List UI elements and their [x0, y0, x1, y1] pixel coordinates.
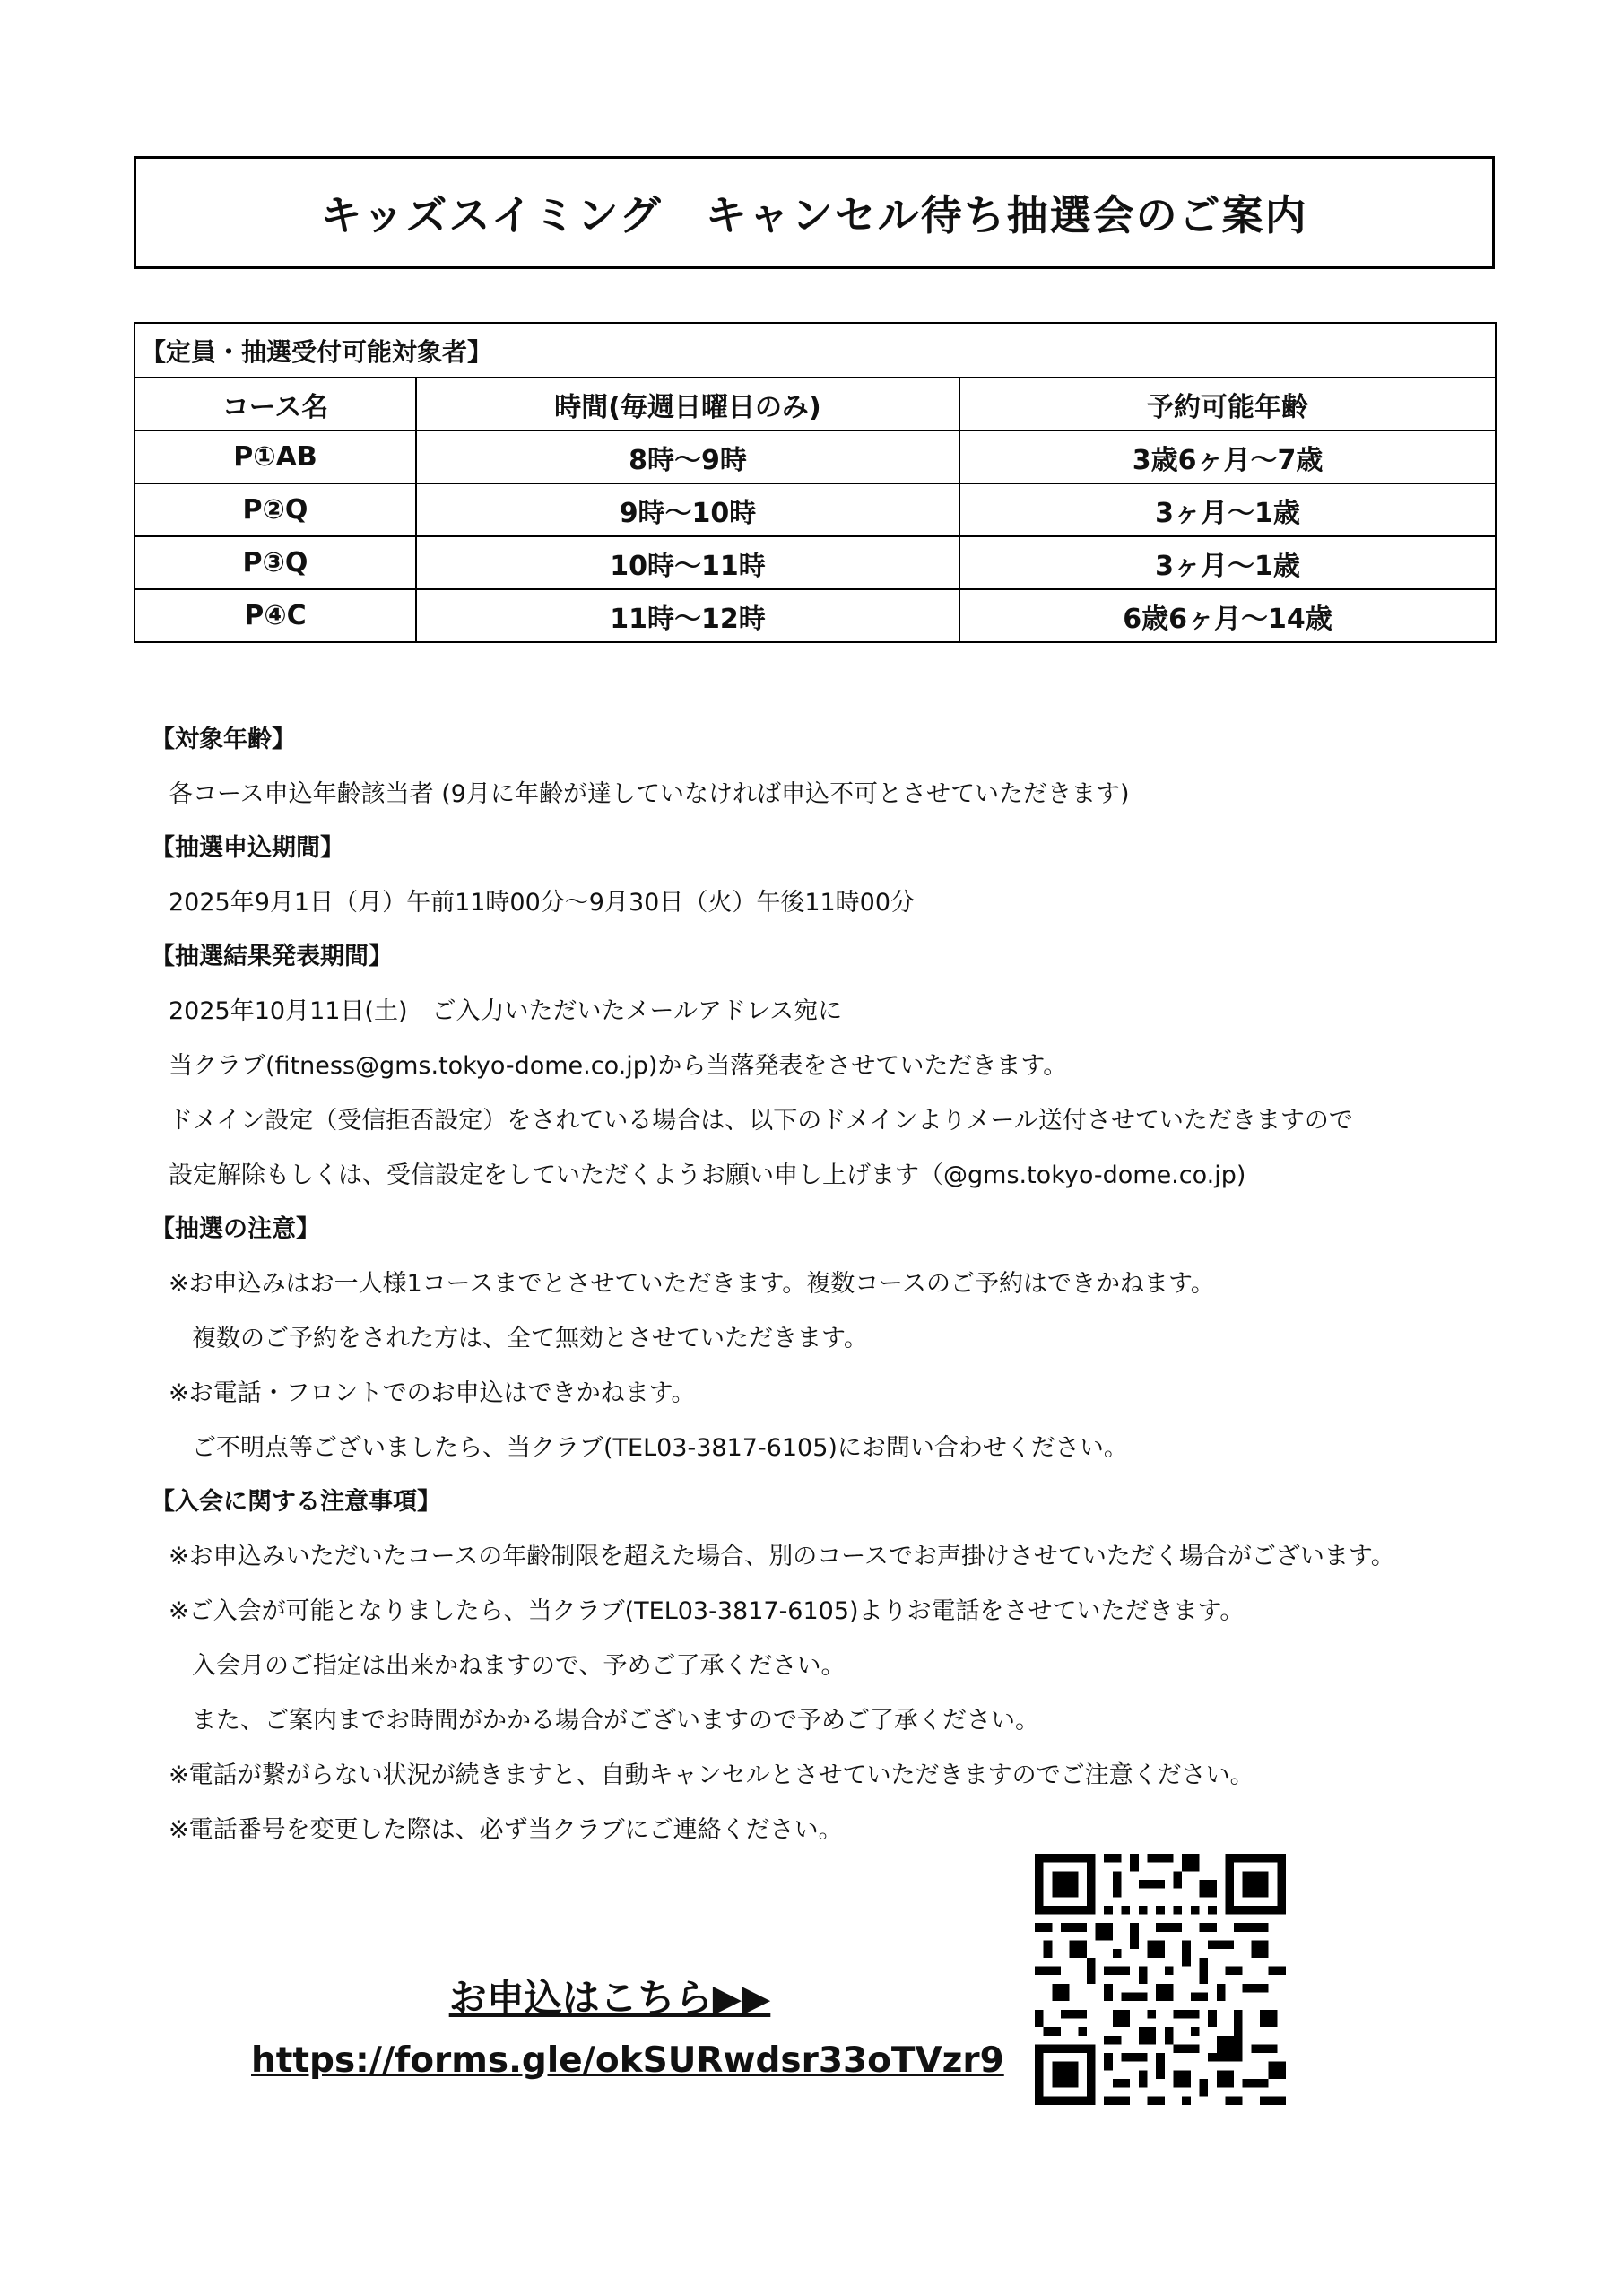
section-heading-notes: 【抽選の注意】: [151, 1215, 320, 1243]
qr-code-icon[interactable]: [1035, 1854, 1286, 2105]
course-name-cell: P②Q: [135, 483, 416, 536]
capacity-table: [134, 322, 1497, 643]
age-cell: 3ヶ月〜1歳: [959, 536, 1496, 589]
results-text: ドメイン設定（受信拒否設定）をされている場合は、以下のドメインよりメール送付させていただきますので: [169, 1107, 1353, 1135]
time-cell: 8時〜9時: [416, 430, 959, 483]
course-name-cell: P③Q: [135, 536, 416, 589]
time-cell: 10時〜11時: [416, 536, 959, 589]
table-row: [135, 483, 1496, 536]
info-sections: [143, 713, 1488, 1857]
period-text: 2025年9月1日（月）午前11時00分〜9月30日（火）午後11時00分: [169, 889, 916, 917]
membership-text: ※お申込みいただいたコースの年齢制限を超えた場合、別のコースでお声掛けさせていただく場合がございます。: [169, 1543, 1395, 1570]
age-cell: 3歳6ヶ月〜7歳: [959, 430, 1496, 483]
age-cell: 3ヶ月〜1歳: [959, 483, 1496, 536]
column-header: コース名: [135, 378, 416, 430]
results-text: 当クラブ(fitness@gms.tokyo-dome.co.jp)から当落発表をさせていただきます。: [169, 1052, 1068, 1080]
notes-text: 複数のご予約をされた方は、全て無効とさせていただきます。: [192, 1325, 868, 1352]
apply-block: [251, 1969, 1004, 2081]
table-row: [135, 536, 1496, 589]
column-header: 時間(毎週日曜日のみ): [416, 378, 959, 430]
table-row: [135, 430, 1496, 483]
age-text: 各コース申込年齢該当者 (9月に年齢が達していなければ申込不可とさせていただきます): [169, 780, 1130, 808]
apply-form-link[interactable]: https://forms.gle/okSURwdsr33oTVzr9: [251, 2040, 1004, 2081]
notes-text: ご不明点等ございましたら、当クラブ(TEL03-3817-6105)にお問い合わせください。: [192, 1434, 1128, 1462]
section-heading-membership: 【入会に関する注意事項】: [151, 1488, 441, 1516]
table-caption-row: [135, 323, 1496, 378]
membership-text: ※電話番号を変更した際は、必ず当クラブにご連絡ください。: [169, 1816, 843, 1844]
table-caption: 【定員・抽選受付可能対象者】: [135, 323, 1496, 378]
membership-text: 入会月のご指定は出来かねますので、予めご了承ください。: [192, 1652, 846, 1680]
notes-text: ※お申込みはお一人様1コースまでとさせていただきます。複数コースのご予約はできかねます。: [169, 1270, 1215, 1298]
course-name-cell: P④C: [135, 589, 416, 642]
table-row: [135, 589, 1496, 642]
section-heading-age: 【対象年齢】: [151, 726, 296, 753]
section-heading-results: 【抽選結果発表期間】: [151, 943, 393, 970]
notes-text: ※お電話・フロントでのお申込はできかねます。: [169, 1379, 696, 1407]
course-name-cell: P①AB: [135, 430, 416, 483]
apply-label: お申込はこちら▶▶: [448, 1976, 771, 2020]
section-heading-period: 【抽選申込期間】: [151, 834, 344, 862]
time-cell: 9時〜10時: [416, 483, 959, 536]
membership-text: また、ご案内までお時間がかかる場合がございますので予めご了承ください。: [192, 1707, 1039, 1735]
time-cell: 11時〜12時: [416, 589, 959, 642]
results-text: 2025年10月11日(土) ご入力いただいたメールアドレス宛に: [169, 997, 843, 1025]
age-cell: 6歳6ヶ月〜14歳: [959, 589, 1496, 642]
table-header-row: [135, 378, 1496, 430]
membership-text: ※ご入会が可能となりましたら、当クラブ(TEL03-3817-6105)よりお電話をさせていただきます。: [169, 1597, 1245, 1625]
results-text: 設定解除もしくは、受信設定をしていただくようお願い申し上げます（@gms.tokyo-dome.co.jp): [169, 1161, 1246, 1189]
page-title: キッズスイミング キャンセル待ち抽選会のご案内: [320, 191, 1308, 239]
title-box: [134, 156, 1495, 269]
membership-text: ※電話が繋がらない状況が続きますと、自動キャンセルとさせていただきますのでご注意ください。: [169, 1761, 1254, 1789]
column-header: 予約可能年齢: [959, 378, 1496, 430]
